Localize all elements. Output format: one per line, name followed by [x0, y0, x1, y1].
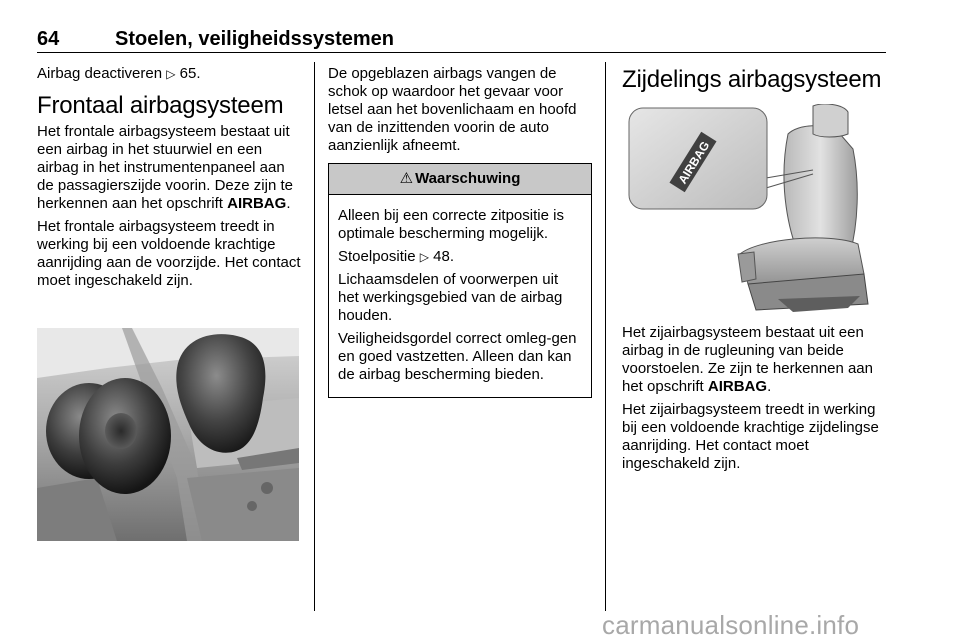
warning-body [329, 195, 591, 397]
paragraph: Het zijairbagsysteem bestaat uit een airbag in de rugleuning van beide voorstoelen. Ze zijn te herkennen aan het opschrift AIRBAG. [622, 324, 873, 395]
column-3-text [622, 324, 888, 478]
paragraph: De opgeblazen airbags vangen de schok op waardoor het gevaar voor letsel aan het bovenlichaam en hoofd van de inzittenden voorin de auto aanzienlijk afneemt. [328, 65, 577, 154]
paragraph: Het zijairbagsysteem treedt in werking bij een voldoende krachtige zijdelingse aanrijding. Het contact moet ingeschakeld zijn. [622, 401, 879, 472]
arrow-reference-icon: ▷ [419, 250, 429, 264]
warning-title: Waarschuwing [415, 170, 521, 187]
side-airbag-seat-illustration [628, 104, 884, 314]
warning-text: Lichaamsdelen of voorwerpen uit het werkingsgebied van de airbag houden. [338, 271, 563, 324]
paragraph: Het frontale airbagsysteem treedt in werking bij een voldoende krachtige aanrijding aan de voorzijde. Het contact moet ingeschakeld zijn. [37, 218, 301, 289]
paragraph: Het frontale airbagsysteem bestaat uit een airbag in het stuurwiel en een airbag in het instrumentenpaneel aan de passagierszijde voorin. Deze zijn te herkennen aan het opschrift AIRBAG. [37, 123, 293, 212]
column-3 [622, 65, 886, 94]
arrow-reference-icon: ▷ [166, 67, 176, 81]
section-title-side: Zijdelings airbagsysteem [622, 66, 882, 93]
warning-text: Veiligheidsgordel correct omleg-gen en goed vastzetten. Alleen dan kan de airbag bescherming bieden. [338, 330, 577, 383]
section-title-frontal: Frontaal airbagsysteem [37, 92, 284, 119]
seat-position-link[interactable]: Stoelpositie ▷ 48. [338, 248, 454, 265]
column-2 [328, 65, 592, 398]
warning-text: Alleen bij een correcte zitpositie is optimale bescherming mogelijk. [338, 207, 564, 242]
page-number: 64 [37, 28, 60, 50]
page-header [37, 26, 886, 53]
warning-header [329, 164, 591, 195]
column-1 [37, 65, 301, 295]
column-divider [605, 62, 606, 611]
frontal-airbag-illustration [37, 328, 299, 541]
chapter-title: Stoelen, veiligheidssystemen [115, 28, 394, 50]
airbag-deactivate-link[interactable]: Airbag deactiveren ▷ 65. [37, 65, 201, 82]
watermark: carmanualsonline.info [602, 610, 860, 640]
airbag-label: AIRBAG [675, 138, 713, 187]
warning-box [328, 163, 592, 398]
warning-triangle-icon: ⚠ [399, 170, 414, 187]
column-divider [314, 62, 315, 611]
